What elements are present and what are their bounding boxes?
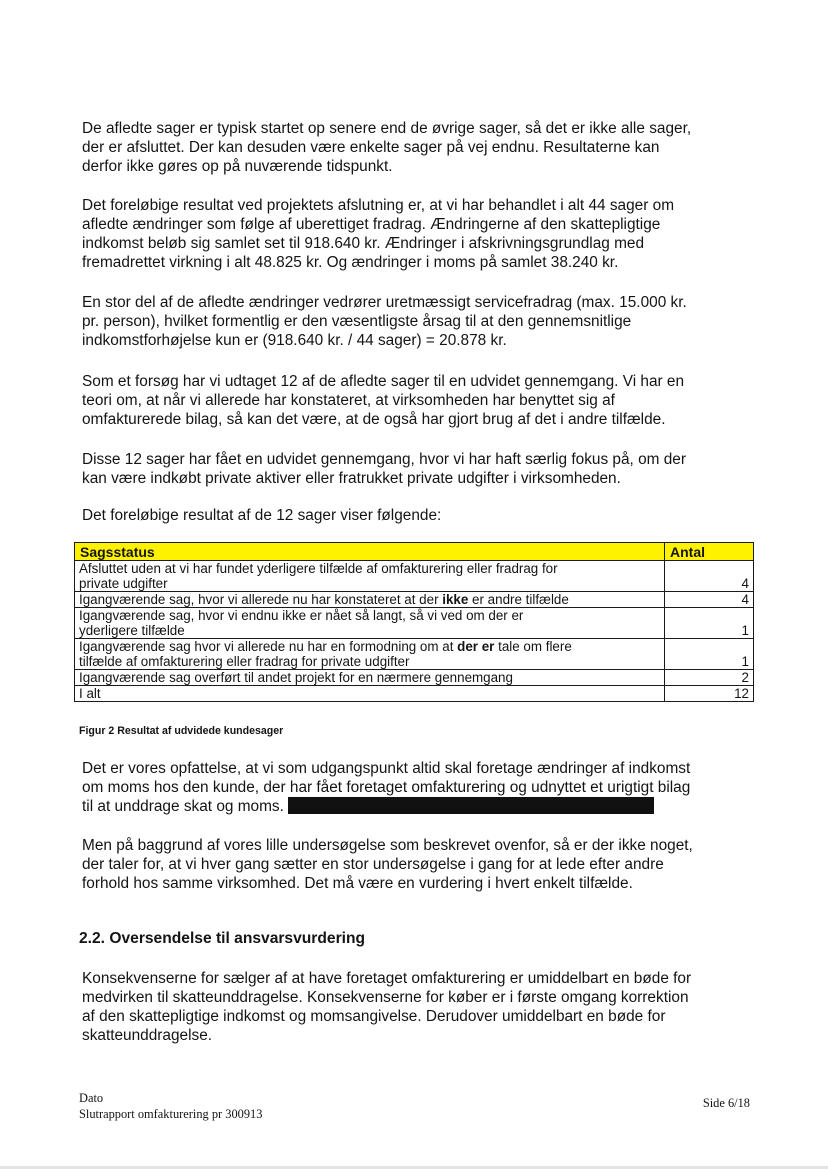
cell-text: Igangværende sag hvor vi allerede nu har en formodning om at (79, 639, 458, 654)
text-line: fremadrettet virkning i alt 48.825 kr. Og ændringer i moms på samlet 38.240 kr. (82, 254, 619, 271)
text-line: Konsekvenserne for sælger af at have foretaget omfakturering er umiddelbart en bøde for (82, 970, 692, 987)
cell-line (79, 639, 660, 654)
text-line: indkomst beløb sig samlet set til 918.640 kr. Ændringer i afskrivningsgrundlag med (82, 235, 645, 252)
table-row (75, 608, 754, 639)
text-line: der er afsluttet. Der kan desuden være enkelte sager på vej endnu. Resultaterne kan (82, 139, 660, 156)
cell-line (79, 623, 660, 638)
table-cell-status (75, 670, 665, 686)
cell-text: Igangværende sag, hvor vi endnu ikke er nået så langt, så vi ved om der er (79, 608, 524, 623)
footer-left (79, 1090, 262, 1122)
text-line: forhold hos samme virksomhed. Det må være en vurdering i hvert enkelt tilfælde. (82, 875, 633, 892)
emphasis-text: der er (457, 639, 495, 654)
paragraph-preliminary-result (82, 506, 754, 525)
cell-line (79, 576, 660, 591)
cell-text: tilfælde af omfakturering eller fradrag for private udgifter (79, 654, 410, 669)
text-line: medvirken til skatteunddragelse. Konsekvenserne for køber er i første omgang korrektion (82, 989, 689, 1006)
text-line: En stor del af de afledte ændringer vedrører uretmæssigt servicefradrag (max. 15.000 kr. (82, 294, 687, 311)
text-fragment: til at unddrage skat og moms. (82, 798, 284, 815)
text-line: De afledte sager er typisk startet op senere end de øvrige sager, så det er ikke alle sager, (82, 120, 692, 137)
table-row (75, 639, 754, 670)
text-line: Det foreløbige resultat af de 12 sager viser følgende: (82, 507, 442, 524)
column-header-count: Antal (665, 543, 754, 561)
text-line: Disse 12 sager har fået en udvidet gennemgang, hvor vi har haft særlig fokus på, om der (82, 451, 686, 468)
redaction-bar (288, 797, 654, 814)
text-line: Det er vores opfattelse, at vi som udgangspunkt altid skal foretage ændringer af indkomst (82, 760, 691, 777)
cell-line (79, 608, 660, 623)
table-cell-status (75, 608, 665, 639)
paragraph-service-deduction (82, 293, 754, 350)
page-number: Side 6/18 (702, 1096, 750, 1110)
table-cell-count: 1 (665, 608, 754, 639)
paragraph-results (82, 196, 754, 272)
cell-text: Igangværende sag overført til andet projekt for en nærmere gennemgang (79, 670, 513, 685)
cell-line (79, 686, 660, 701)
text-line: af den skattepligtige indkomst og momsangivelse. Derudover umiddelbart en bøde for (82, 1008, 666, 1025)
text-line: Det foreløbige resultat ved projektets afslutning er, at vi har behandlet i alt 44 sager om (82, 197, 675, 214)
cell-text: private udgifter (79, 576, 168, 591)
table-cell-status (75, 592, 665, 608)
text-line: derfor ikke gøres op på nuværende tidspunkt. (82, 158, 393, 175)
cell-text: yderligere tilfælde (79, 623, 185, 638)
table-row (75, 561, 754, 592)
text-line: der taler for, at vi hver gang sætter en stor undersøgelse i gang for at lede efter andre (82, 856, 664, 873)
paragraph-experiment (82, 372, 754, 429)
text-line: omfakturerede bilag, så kan det være, at de også har gjort brug af det i andre tilfælde. (82, 411, 666, 428)
cell-line (79, 561, 660, 576)
text-line: Som et forsøg har vi udtaget 12 af de afledte sager til en udvidet gennemgang. Vi har en (82, 373, 685, 390)
text-line: om moms hos den kunde, der har fået foretaget omfakturering og udnyttet et urigtigt bilag (82, 779, 691, 796)
cell-line (79, 592, 660, 607)
column-header-status: Sagsstatus (75, 543, 665, 561)
table-row (75, 670, 754, 686)
table-row (75, 686, 754, 702)
table-cell-status (75, 561, 665, 592)
table-cell-status (75, 639, 665, 670)
figure-caption: Figur 2 Resultat af udvidede kundesager (79, 725, 284, 737)
text-line: Men på baggrund af vores lille undersøgelse som beskrevet ovenfor, så er der ikke noget, (82, 837, 693, 854)
text-line: pr. person), hvilket formentlig er den væsentligste årsag til at den gennemsnitlige (82, 313, 632, 330)
text-line: teori om, at når vi allerede har konstateret, at virksomheden har benyttet sig af (82, 392, 615, 409)
emphasis-text: ikke (442, 592, 469, 607)
text-line: skatteunddragelse. (82, 1027, 213, 1044)
cell-line (79, 670, 660, 685)
text-line: kan være indkøbt private aktiver eller fratrukket private udgifter i virksomheden. (82, 470, 621, 487)
footer-document-name: Slutrapport omfakturering pr 300913 (79, 1107, 263, 1121)
table-cell-count: 2 (665, 670, 754, 686)
paragraph-opinion (82, 759, 754, 816)
table-cell-count: 12 (665, 686, 754, 702)
cell-text: er andre tilfælde (468, 592, 569, 607)
paragraph-extended-review (82, 450, 754, 488)
paragraph-consequences (82, 969, 754, 1045)
cell-text: Afsluttet uden at vi har fundet yderligere tilfælde af omfakturering eller fradrag for (79, 561, 558, 576)
table-cell-count: 4 (665, 561, 754, 592)
cell-line (79, 654, 660, 669)
cell-text: Igangværende sag, hvor vi allerede nu har konstateret at der (79, 592, 443, 607)
text-line: indkomstforhøjelse kun er (918.640 kr. / 44 sager) = 20.878 kr. (82, 332, 507, 349)
cell-text: I alt (79, 686, 101, 701)
case-status-table (74, 542, 754, 702)
paragraph-intro (82, 119, 754, 176)
paragraph-conclusion (82, 836, 754, 893)
table-cell-status (75, 686, 665, 702)
table-cell-count: 1 (665, 639, 754, 670)
cell-text: tale om flere (494, 639, 572, 654)
text-line (82, 797, 754, 816)
section-heading: 2.2. Oversendelse til ansvarsvurdering (79, 930, 366, 947)
table-cell-count: 4 (665, 592, 754, 608)
text-line: afledte ændringer som følge af uberettiget fradrag. Ændringerne af den skattepligtige (82, 216, 661, 233)
footer-date-label: Dato (79, 1091, 104, 1105)
table-header-row (75, 543, 754, 561)
table-row (75, 592, 754, 608)
